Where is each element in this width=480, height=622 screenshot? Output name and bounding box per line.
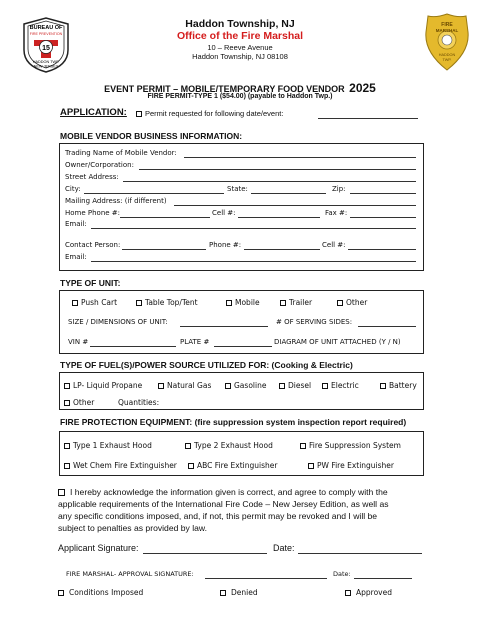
checkbox[interactable]	[380, 383, 386, 389]
fax-field[interactable]	[350, 217, 416, 218]
unit-option-label: Mobile	[235, 298, 260, 307]
cell2-field[interactable]	[348, 249, 416, 250]
fire-heading: FIRE PROTECTION EQUIPMENT: (fire suppression system inspection report required)	[60, 417, 407, 427]
vendor-heading: MOBILE VENDOR BUSINESS INFORMATION:	[60, 131, 243, 141]
fire-option-label: ABC Fire Extinguisher	[197, 461, 278, 470]
acknowledgement	[58, 486, 389, 534]
ack-line-text: subject to penalties as provided by law.	[58, 523, 208, 533]
fuel-other-label: Other	[73, 398, 95, 407]
checkbox[interactable]	[64, 463, 70, 469]
applicant-date-field[interactable]	[298, 553, 422, 554]
state-field[interactable]	[251, 193, 326, 194]
checkbox[interactable]	[185, 443, 191, 449]
township-name: Haddon Township, NJ	[185, 18, 295, 30]
ack-line-text: any specific conditions imposed, and, if not, this permit may be revoked and I will be	[58, 511, 378, 521]
status-label: Approved	[356, 588, 392, 597]
fuel-heading: TYPE OF FUEL(S)/POWER SOURCE UTILIZED FOR: (Cooking & Electric)	[60, 360, 353, 370]
cell-field[interactable]	[238, 217, 320, 218]
contact-field[interactable]	[122, 249, 206, 250]
unit-option-push-cart[interactable]	[72, 298, 117, 307]
marshal-date-field[interactable]	[354, 578, 412, 579]
trading-name-label: Trading Name of Mobile Vendor:	[65, 149, 177, 157]
unit-option-label: Table Top/Tent	[145, 298, 198, 307]
logo-text-twp: HADDON TWP.	[32, 60, 60, 64]
fuel-option-label: Diesel	[288, 381, 312, 390]
application-checkbox[interactable]	[136, 111, 142, 117]
serving-label: # OF SERVING SIDES:	[276, 318, 353, 326]
title-year: 2025	[349, 81, 376, 95]
street-field[interactable]	[123, 181, 416, 182]
city-label: City:	[65, 185, 81, 193]
diagram-label: DIAGRAM OF UNIT ATTACHED (Y / N)	[274, 338, 401, 346]
phone-field[interactable]	[244, 249, 320, 250]
checkbox[interactable]	[136, 300, 142, 306]
plate-field[interactable]	[214, 346, 272, 347]
state-label: State:	[227, 185, 248, 193]
office-city: Haddon Township, NJ 08108	[192, 52, 288, 61]
fire-option-type2-hood[interactable]	[185, 441, 273, 450]
applicant-signature-label: Applicant Signature:	[58, 543, 139, 553]
application-label: APPLICATION:	[60, 107, 127, 118]
checkbox[interactable]	[225, 383, 231, 389]
checkbox[interactable]	[188, 463, 194, 469]
fire-marshal-badge	[424, 12, 470, 72]
fuel-option-electric[interactable]	[322, 381, 359, 390]
checkbox[interactable]	[64, 400, 70, 406]
fuel-option-diesel[interactable]	[279, 381, 311, 390]
fuel-option-gasoline[interactable]	[225, 381, 266, 390]
owner-field[interactable]	[139, 169, 416, 170]
serving-field[interactable]	[358, 326, 416, 327]
fire-option-label: Type 1 Exhaust Hood	[73, 441, 152, 450]
street-label: Street Address:	[65, 173, 119, 181]
application-text: Permit requested for following date/event:	[145, 109, 284, 118]
checkbox[interactable]	[280, 300, 286, 306]
office-street: 10 – Reeve Avenue	[207, 43, 273, 52]
unit-option-label: Other	[346, 298, 368, 307]
unit-option-label: Trailer	[289, 298, 313, 307]
marshal-date-label: Date:	[333, 570, 351, 578]
marshal-signature-label: FIRE MARSHAL- APPROVAL SIGNATURE:	[66, 570, 194, 578]
permit-subtitle: FIRE PERMIT-TYPE 1 ($54.00) (payable to Haddon Twp.)	[147, 93, 333, 100]
status-conditions[interactable]	[58, 588, 143, 597]
unit-option-label: Push Cart	[81, 298, 118, 307]
trading-name-field[interactable]	[184, 157, 416, 158]
size-label: SIZE / DIMENSIONS OF UNIT:	[68, 318, 168, 326]
mailing-field[interactable]	[174, 205, 416, 206]
fuel-option-label: Natural Gas	[167, 381, 212, 390]
city-field[interactable]	[84, 193, 224, 194]
fax-label: Fax #:	[325, 209, 348, 217]
zip-field[interactable]	[350, 193, 416, 194]
ack-line-text: applicable requirements of the International Fire Code – New Jersey Edition, as well as	[58, 499, 389, 509]
contact-label: Contact Person:	[65, 241, 121, 249]
plate-label: PLATE #	[180, 338, 210, 346]
fire-bureau-logo	[20, 16, 72, 74]
checkbox[interactable]	[226, 300, 232, 306]
checkbox[interactable]	[72, 300, 78, 306]
unit-option-trailer[interactable]	[280, 298, 312, 307]
checkbox[interactable]	[308, 463, 314, 469]
fire-option-wet-chem[interactable]	[64, 461, 177, 470]
fuel-option-label: LP- Liquid Propane	[73, 381, 143, 390]
status-denied[interactable]	[220, 588, 258, 597]
office-name: Office of the Fire Marshal	[176, 30, 304, 42]
badge-text-marshal: MARSHAL	[435, 28, 459, 33]
fuel-box	[59, 372, 424, 410]
vin-field[interactable]	[90, 346, 176, 347]
email-field[interactable]	[91, 228, 416, 229]
ack-checkbox[interactable]	[58, 489, 65, 496]
fire-option-abc[interactable]	[188, 461, 277, 470]
checkbox[interactable]	[58, 590, 64, 596]
badge-text-fire: FIRE	[441, 22, 453, 28]
logo-number: 15	[42, 45, 50, 52]
owner-label: Owner/Corporation:	[65, 161, 134, 169]
fuel-option-label: Battery	[389, 381, 417, 390]
checkbox[interactable]	[64, 443, 70, 449]
fire-option-type1-hood[interactable]	[64, 441, 152, 450]
checkbox[interactable]	[322, 383, 328, 389]
badge-text-haddon: HADDON	[438, 53, 456, 57]
status-label: Denied	[231, 588, 258, 597]
logo-text-bureau: BUREAU OF	[29, 25, 63, 31]
cell-label: Cell #:	[212, 209, 236, 217]
checkbox[interactable]	[220, 590, 226, 596]
status-approved[interactable]	[345, 588, 392, 597]
unit-heading: TYPE OF UNIT:	[60, 278, 121, 288]
unit-option-other[interactable]	[337, 298, 367, 307]
checkbox[interactable]	[345, 590, 351, 596]
ack-line	[58, 486, 389, 498]
applicant-date-label: Date:	[273, 543, 295, 553]
email2-field[interactable]	[91, 261, 416, 262]
applicant-signature-field[interactable]	[143, 553, 267, 554]
checkbox[interactable]	[158, 383, 164, 389]
unit-option-mobile[interactable]	[226, 298, 260, 307]
checkbox[interactable]	[279, 383, 285, 389]
mailing-label: Mailing Address: (if different)	[65, 197, 167, 205]
fuel-option-propane[interactable]	[64, 381, 142, 390]
fuel-option-battery[interactable]	[380, 381, 417, 390]
unit-option-table-top[interactable]	[136, 298, 198, 307]
ack-line-text: I hereby acknowledge the information given is correct, and agree to comply with the	[70, 487, 388, 497]
fire-option-label: Fire Suppression System	[309, 441, 401, 450]
fuel-option-label: Electric	[331, 381, 359, 390]
checkbox[interactable]	[337, 300, 343, 306]
logo-text-nj: NEW JERSEY	[33, 64, 59, 69]
cell2-label: Cell #:	[322, 241, 346, 249]
fire-option-label: Type 2 Exhaust Hood	[194, 441, 273, 450]
size-field[interactable]	[180, 326, 268, 327]
email-label: Email:	[65, 220, 87, 228]
fuel-option-other[interactable]	[64, 398, 94, 407]
fuel-quantities-label: Quantities:	[118, 398, 160, 407]
home-phone-label: Home Phone #:	[65, 209, 121, 217]
logo-text-prevention: FIRE PREVENTION	[29, 32, 63, 36]
status-label: Conditions Imposed	[69, 588, 144, 597]
zip-label: Zip:	[332, 185, 346, 193]
checkbox[interactable]	[300, 443, 306, 449]
fuel-option-natural-gas[interactable]	[158, 381, 211, 390]
title-main: EVENT PERMIT – MOBILE/TEMPORARY FOOD VENDOR	[104, 84, 345, 94]
badge-text-twp: TWP.	[442, 58, 452, 62]
event-date-line[interactable]	[318, 118, 418, 119]
fire-option-label: PW Fire Extinguisher	[317, 461, 395, 470]
application-checkbox-row	[136, 109, 283, 118]
checkbox[interactable]	[64, 383, 70, 389]
fire-option-suppression[interactable]	[300, 441, 401, 450]
fuel-option-label: Gasoline	[234, 381, 267, 390]
home-phone-field[interactable]	[120, 217, 210, 218]
fire-option-pw[interactable]	[308, 461, 394, 470]
fire-option-label: Wet Chem Fire Extinguisher	[73, 461, 177, 470]
letterhead	[140, 18, 340, 61]
marshal-signature-field[interactable]	[205, 578, 327, 579]
email2-label: Email:	[65, 253, 87, 261]
phone-label: Phone #:	[209, 241, 242, 249]
vin-label: VIN #	[68, 338, 89, 346]
